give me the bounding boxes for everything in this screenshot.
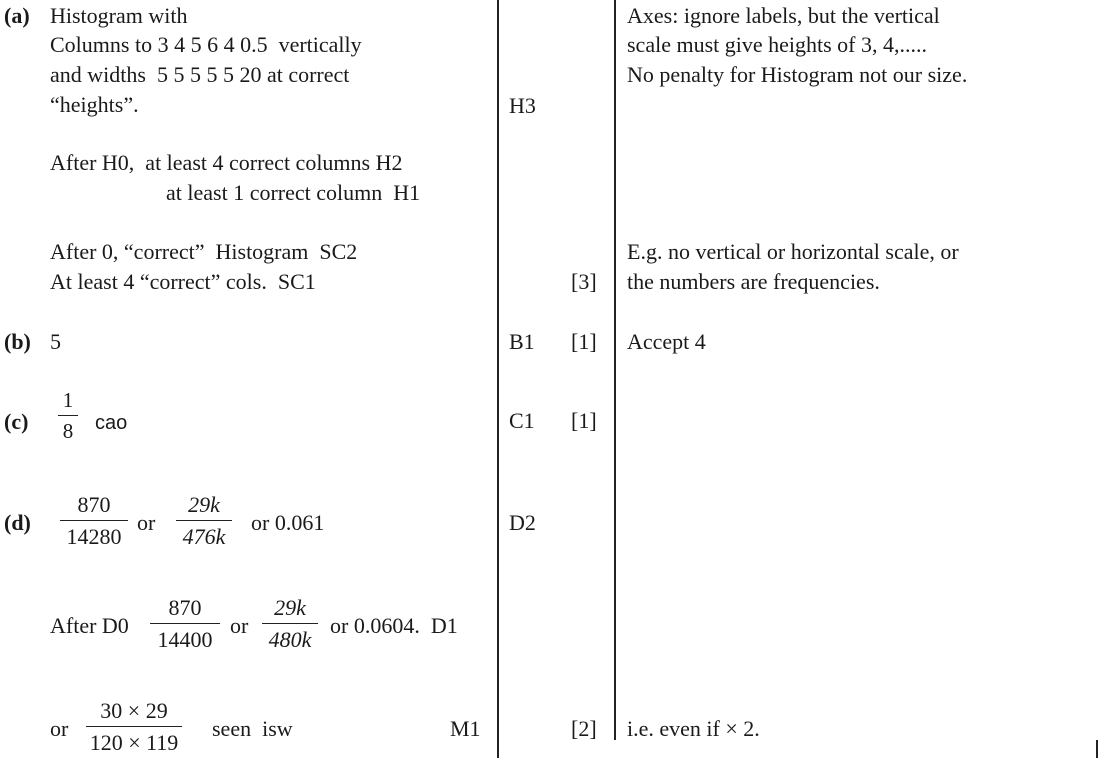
part-d-or-3: or (50, 716, 69, 741)
part-a-after-h0-2: at least 1 correct column H1 (166, 180, 421, 205)
part-d-or-2: or (230, 613, 249, 638)
part-d-total: [2] (571, 716, 597, 741)
fraction-bar (176, 520, 232, 521)
part-b-label: (b) (4, 329, 31, 354)
part-a-label: (a) (4, 3, 30, 28)
part-d-method-mark: M1 (450, 716, 481, 741)
part-d-fraction-1 (60, 494, 128, 548)
fraction-denominator: 476k (182, 524, 226, 549)
part-a-line-4: “heights”. (50, 92, 139, 117)
fraction-numerator: 1 (62, 388, 74, 412)
column-divider-2 (614, 0, 616, 740)
part-a-guidance-5: the numbers are frequencies. (627, 269, 880, 294)
fraction-bar (262, 623, 318, 624)
part-a-total: [3] (571, 269, 597, 294)
part-d-guidance: i.e. even if × 2. (627, 716, 760, 741)
fraction-denominator: 480k (268, 627, 312, 652)
part-c-fraction (58, 390, 78, 442)
part-a-guidance-1: Axes: ignore labels, but the vertical (627, 3, 940, 28)
part-a-guidance-4: E.g. no vertical or horizontal scale, or (627, 239, 959, 264)
fraction-denominator: 14400 (157, 627, 213, 652)
part-d-fraction-5 (86, 700, 182, 754)
part-a-guidance-3: No penalty for Histogram not our size. (627, 62, 968, 87)
part-a-after-0-1: After 0, “correct” Histogram SC2 (50, 239, 358, 264)
part-c-label: (c) (4, 409, 29, 434)
part-a-mark: H3 (509, 93, 536, 118)
part-d-after-tail: or 0.0604. D1 (330, 613, 458, 638)
column-divider-3 (1096, 740, 1098, 758)
fraction-bar (60, 520, 128, 521)
fraction-numerator: 29k (188, 492, 220, 517)
fraction-bar (58, 415, 78, 416)
part-d-fraction-4 (262, 597, 318, 651)
part-a-guidance-2: scale must give heights of 3, 4,..... (627, 32, 928, 57)
part-d-fraction-2 (176, 494, 232, 548)
fraction-bar (150, 623, 220, 624)
fraction-denominator: 14280 (66, 524, 122, 549)
part-b-answer: 5 (50, 329, 61, 354)
part-a-line-1: Histogram with (50, 3, 188, 28)
part-c-mark: C1 (509, 408, 535, 433)
fraction-denominator: 120 × 119 (89, 730, 179, 755)
part-d-label: (d) (4, 510, 31, 535)
fraction-numerator: 29k (274, 595, 306, 620)
fraction-numerator: 870 (168, 595, 202, 620)
part-d-or-1: or (137, 510, 156, 535)
part-a-line-2: Columns to 3 4 5 6 4 0.5 vertically (50, 32, 362, 57)
part-a-after-h0-1: After H0, at least 4 correct columns H2 (50, 150, 403, 175)
fraction-denominator: 8 (62, 419, 74, 443)
part-c-total: [1] (571, 408, 597, 433)
part-b-guidance: Accept 4 (627, 329, 706, 354)
part-d-after-label: After D0 (50, 613, 129, 638)
fraction-numerator: 870 (77, 492, 111, 517)
part-a-line-3: and widths 5 5 5 5 5 20 at correct (50, 62, 350, 87)
part-a-after-0-2: At least 4 “correct” cols. SC1 (50, 269, 316, 294)
part-c-note: cao (95, 412, 128, 434)
part-b-mark: B1 (509, 329, 535, 354)
part-d-mark: D2 (509, 510, 536, 535)
part-d-fraction-3 (150, 597, 220, 651)
part-d-seen: seen isw (212, 716, 293, 741)
part-d-or-value: or 0.061 (251, 510, 325, 535)
fraction-numerator: 30 × 29 (100, 698, 168, 723)
column-divider-1 (497, 0, 499, 758)
fraction-bar (86, 726, 182, 727)
part-b-total: [1] (571, 329, 597, 354)
